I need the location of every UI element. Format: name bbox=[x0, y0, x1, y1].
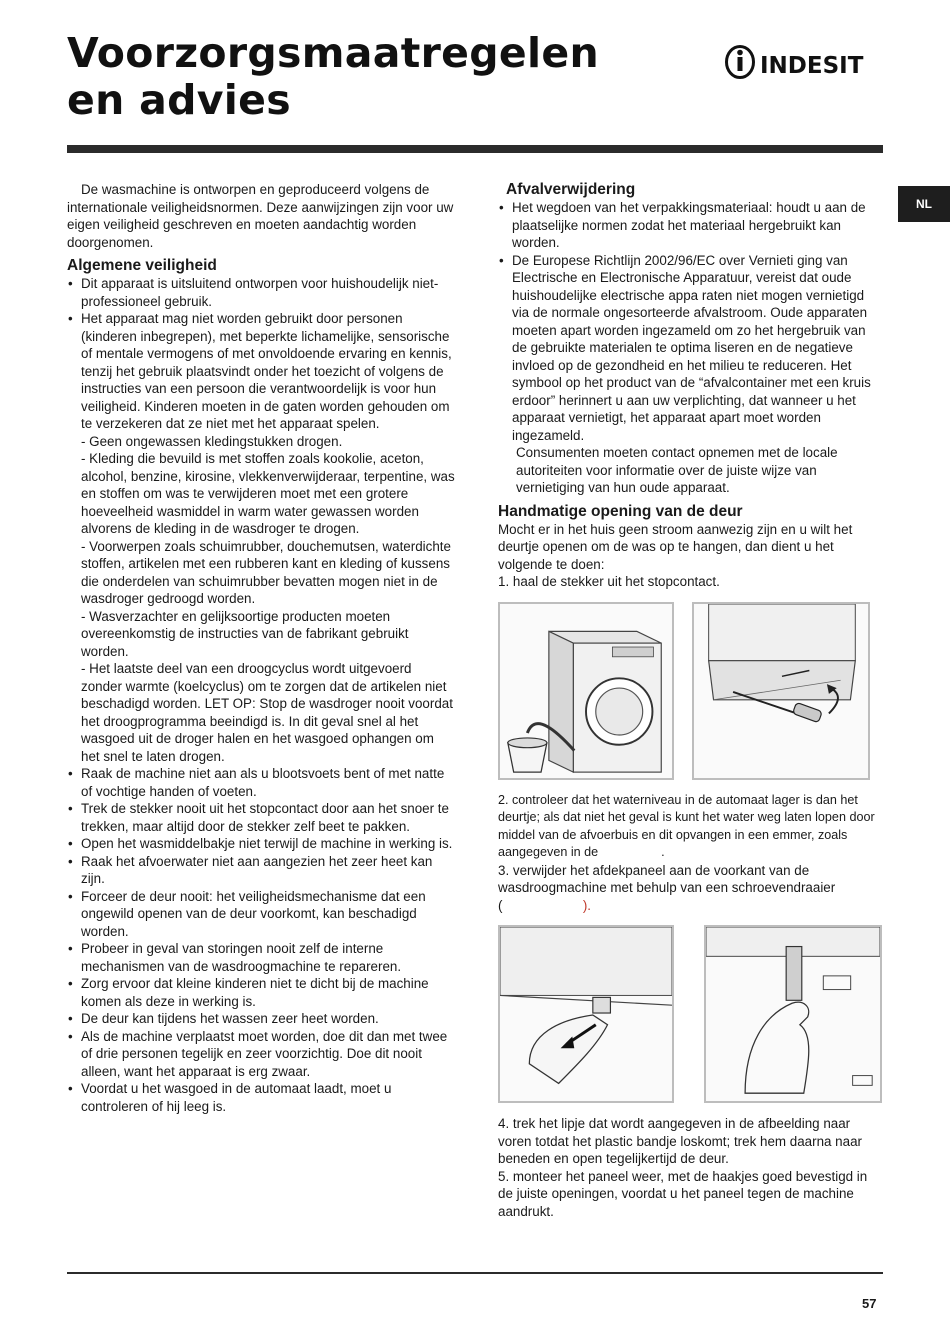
right-column bbox=[498, 180, 884, 1220]
page-number: 57 bbox=[862, 1296, 877, 1311]
list-item: • Probeer in geval van storingen nooit zelf de interne mechanismen van de wasdroogmachine te repareren. bbox=[67, 940, 455, 975]
list-item: • Zorg ervoor dat kleine kinderen niet te dicht bij de machine komen als deze in werking is. bbox=[67, 975, 455, 1010]
brand-name: INDESIT bbox=[760, 53, 864, 79]
left-column bbox=[67, 181, 455, 1115]
figure-row-1 bbox=[498, 602, 884, 782]
list-item: • Open het wasmiddelbakje niet terwijl de machine in werking is. bbox=[67, 835, 455, 853]
intro-paragraph: De wasmachine is ontworpen en geproduceerd volgens de internationale veiligheidsnormen. Deze aanwijzingen zijn voor uw eigen veiligheid geschreven en moeten aandachtig worden doorgenomen. bbox=[67, 182, 454, 250]
indesit-logo bbox=[724, 44, 884, 80]
list-item: • Trek de stekker nooit uit het stopcontact door aan het snoer te trekken, maar altijd door de stekker zelf beet te pakken. bbox=[67, 800, 455, 835]
page-title bbox=[67, 30, 599, 124]
list-item: - Voorwerpen zoals schuimrubber, douchemutsen, waterdichte stoffen, artikelen met een rubberen kant en kleding of kussens die onderdelen van schuimrubber bevatten mogen niet in de wasdroger gedroogd worden. bbox=[81, 538, 451, 606]
illustration-hand-tab bbox=[704, 925, 882, 1103]
list-item: • De Europese Richtlijn 2002/96/EC over Vernieti ging van Electrische en Electronische Apparatuur, vereist dat oude huishoudelijke electrische appa raten niet mogen vernietigd via de normale ongesorteerde afvalstroom. Oude apparaten moeten apart worden ingezameld om zo het hergebruik van de gebruikte materialen te optima liseren en de negatieve invloed op de gezondheid en het milieu te reduceren. Het symbool op het product van de “afvalcontainer met een kruis erdoor” herinnert u aan uw verplichting, dat wanneer u het apparaat vernietigt, het apparaat apart moet worden ingezameld. bbox=[498, 252, 884, 445]
section-heading-door: Handmatige opening van de deur bbox=[498, 502, 743, 520]
figure-row-2 bbox=[498, 925, 884, 1105]
list-item: • Het apparaat mag niet worden gebruikt door personen (kinderen inbegrepen), met beperkte lichamelijke, sensorische of mentale vermogens of met onvoldoende ervaring en kennis, tenzij het gebruik plaatsvindt onder het toezicht of volgens de instructies van een persoon die verantwoordelijk is voor hun veiligheid. Kinderen moeten in de gaten worden gehouden om te verzekeren dat ze niet met het apparaat spelen. bbox=[67, 310, 455, 433]
list-item: • De deur kan tijdens het wassen zeer heet worden. bbox=[67, 1010, 455, 1028]
general-safety-list bbox=[67, 275, 455, 1115]
language-tab: NL bbox=[898, 186, 950, 222]
illustration-drain-hose-bucket bbox=[498, 602, 674, 780]
list-item: - Geen ongewassen kledingstukken drogen. bbox=[81, 433, 343, 449]
list-item: • Voordat u het wasgoed in de automaat laadt, moet u controleren of hij leeg is. bbox=[67, 1080, 455, 1115]
list-item: • Dit apparaat is uitsluitend ontworpen voor huishoudelijk niet-professioneel gebruik. bbox=[67, 275, 455, 310]
step-3: 3. verwijder het afdekpaneel aan de voorkant van de wasdroogmachine met behulp van een schroevendraaier ( ). bbox=[498, 862, 836, 913]
list-item: • Raak de machine niet aan als u blootsvoets bent of met natte of vochtige handen of voeten. bbox=[67, 765, 455, 800]
list-item: • Het wegdoen van het verpakkingsmateriaal: houdt u aan de plaatselijke normen zodat het materiaal hergebruikt kan worden. bbox=[498, 199, 884, 252]
list-item: - Wasverzachter en gelijksoortige producten moeten overeenkomstig de instructies van de fabrikant gebruikt worden. bbox=[81, 608, 409, 659]
list-item: • Raak het afvoerwater niet aan aangezien het zeer heet kan zijn. bbox=[67, 853, 455, 888]
waste-list bbox=[498, 199, 884, 497]
step-4: 4. trek het lipje dat wordt aangegeven in de afbeelding naar voren totdat het plastic bandje loskomt; trek hem daarna naar beneden en open tegelijkertijd de deur. bbox=[498, 1116, 862, 1166]
illustration-screwdriver-panel bbox=[692, 602, 870, 780]
title-line-1: Voorzorgsmaatregelen bbox=[67, 29, 599, 77]
header-rule bbox=[67, 145, 883, 153]
door-intro: Mocht er in het huis geen stroom aanwezig zijn en u wilt het deurtje openen om de was op te hangen, dan dient u het volgende te doen: bbox=[498, 521, 853, 572]
step-5: 5. monteer het paneel weer, met de haakjes goed bevestigd in de juiste openingen, voordat u het paneel tegen de machine aandrukt. bbox=[498, 1168, 868, 1219]
section-heading-general-safety: Algemene veiligheid bbox=[67, 257, 217, 274]
list-item: - Het laatste deel van een droogcyclus wordt uitgevoerd zonder warmte (koelcyclus) om te zorgen dat de artikelen niet beschadigd worden. LET OP: Stop de wasdroger nooit voordat het droogprogramma beeindigd is. In dit geval snel al het wasgoed uit de droger halen en het wasgoed ophangen om het snel te laten drogen. bbox=[81, 661, 453, 764]
list-item: • Als de machine verplaatst moet worden, doe dit dan met twee of drie personen tegelijk en zeer voorzichtig. Doe dit nooit alleen, want het apparaat is erg zwaar. bbox=[67, 1028, 455, 1081]
footer-rule bbox=[67, 1272, 883, 1274]
step-2: 2. controleer dat het waterniveau in de automaat lager is dan het deurtje; als dat niet het geval is kunt het water weg laten lopen door middel van de afvoerbuis en dit opvangen in een emmer, zoals aangegeven in de . bbox=[498, 792, 875, 859]
logo-graphic bbox=[724, 44, 884, 80]
list-item: Consumenten moeten contact opnemen met de locale autoriteiten voor informatie over de juiste wijze van vernietiging van hun oude apparaat. bbox=[516, 445, 838, 495]
section-heading-waste: Afvalverwijdering bbox=[506, 181, 636, 198]
list-item: - Kleding die bevuild is met stoffen zoals kookolie, aceton, alcohol, benzine, kirosine, vlekkenverwijderaar, terpentine, was en stoffen om was te verwijderen moet met een grotere hoeveelheid wasmiddel in warm water gewassen worden alvorens de kleding in de wasdroger te drogen. bbox=[81, 451, 455, 536]
step-1: 1. haal de stekker uit het stopcontact. bbox=[498, 574, 720, 589]
list-item: • Forceer de deur nooit: het veiligheidsmechanisme dat een ongewild openen van de deur voorkomt, kan beschadigd worden. bbox=[67, 888, 455, 941]
title-line-2: en advies bbox=[67, 76, 291, 124]
illustration-pull-tab bbox=[498, 925, 674, 1103]
